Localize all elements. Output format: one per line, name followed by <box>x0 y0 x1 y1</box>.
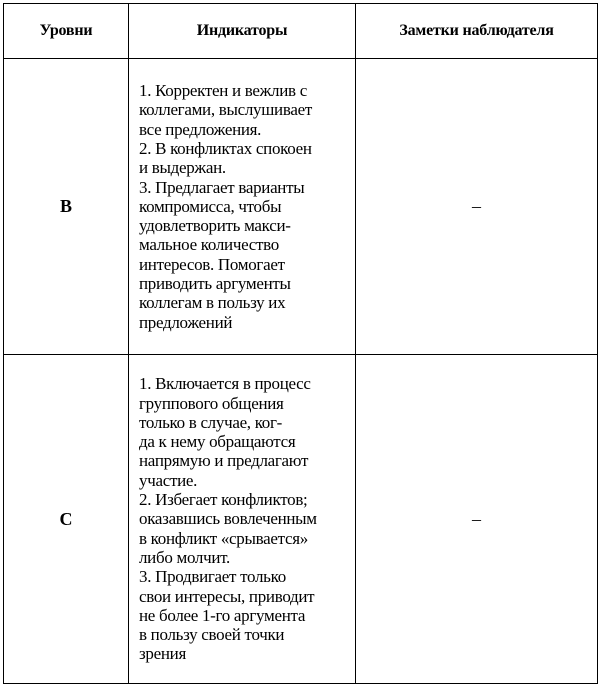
indicator-line: приводить аргументы <box>139 274 291 294</box>
indicator-line: удовлетворить макси- <box>139 216 291 236</box>
indicator-line: только в случае, ког- <box>139 412 283 432</box>
indicator-line: 1. Включается в процесс <box>139 374 311 394</box>
indicator-line: группового общения <box>139 393 284 413</box>
indicator-line: да к нему обращаются <box>139 432 296 452</box>
indicator-line: мальное количество <box>139 235 279 255</box>
indicator-line: зрения <box>139 644 186 664</box>
indicator-line: 3. Предлагает варианты <box>139 177 305 197</box>
indicator-line: интересов. Помогает <box>139 254 285 274</box>
indicators-text <box>129 81 355 332</box>
indicator-line: и выдержан. <box>139 158 226 178</box>
indicator-line: либо молчит. <box>139 547 230 567</box>
indicators-cell <box>129 59 356 355</box>
indicator-line: 2. В конфликтах спокоен <box>139 138 312 158</box>
indicators-text <box>129 374 355 663</box>
indicator-line: коллегам в пользу их <box>139 293 286 313</box>
indicator-line: оказавшись вовлеченным <box>139 509 317 529</box>
table-row <box>4 59 598 355</box>
header-row <box>4 4 598 59</box>
notes-cell: – <box>356 59 598 355</box>
notes-cell: – <box>356 355 598 684</box>
indicator-line: в конфликт «срывается» <box>139 528 308 548</box>
indicator-line: предложений <box>139 312 233 332</box>
level-cell: C <box>4 355 129 684</box>
table-row <box>4 355 598 684</box>
observation-table <box>3 3 598 684</box>
indicator-line: не более 1-го аргумента <box>139 605 306 625</box>
indicators-cell <box>129 355 356 684</box>
indicator-line: 2. Избегает конфликтов; <box>139 490 308 510</box>
header-indicators: Индикаторы <box>129 4 356 59</box>
indicator-line: участие. <box>139 470 198 490</box>
indicator-line: напрямую и предлагают <box>139 451 309 471</box>
indicator-line: 3. Продвигает только <box>139 567 286 587</box>
indicator-line: 1. Корректен и вежлив с <box>139 81 307 101</box>
header-levels: Уровни <box>4 4 129 59</box>
indicator-line: в пользу своей точки <box>139 625 285 645</box>
header-notes: Заметки наблюдателя <box>356 4 598 59</box>
indicator-line: компромисса, чтобы <box>139 196 282 216</box>
level-cell: B <box>4 59 129 355</box>
indicator-line: свои интересы, приводит <box>139 586 315 606</box>
indicator-line: все предложения. <box>139 119 262 139</box>
indicator-line: коллегами, выслушивает <box>139 100 312 120</box>
